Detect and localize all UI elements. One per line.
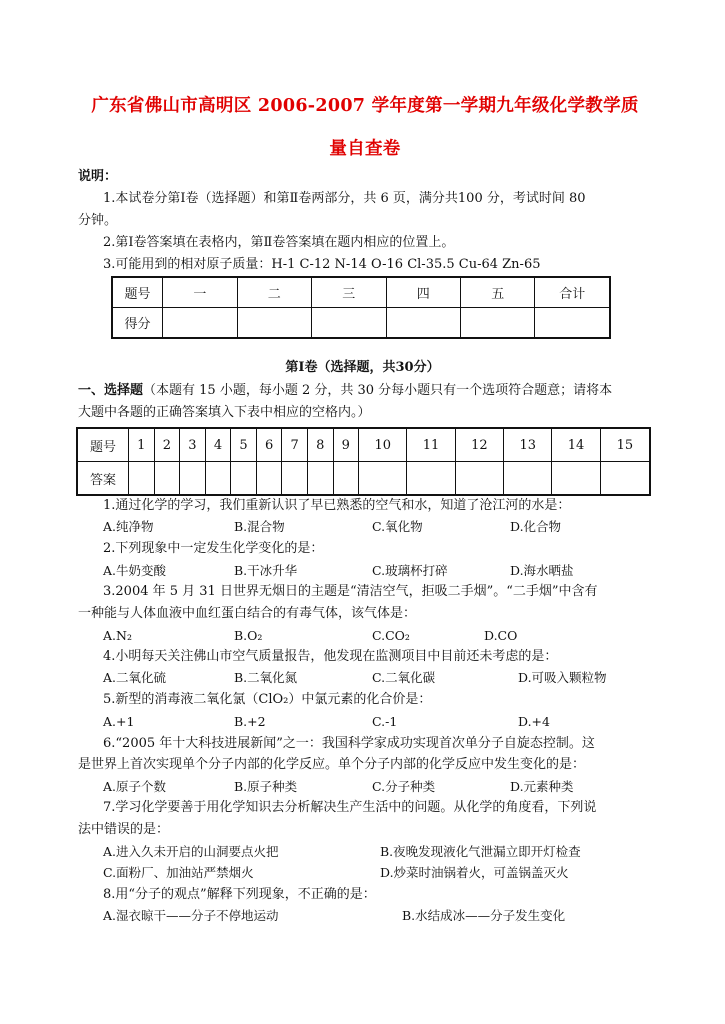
question-8: 8.用“分子的观点”解释下列现象，不正确的是： xyxy=(103,887,376,902)
answer-cell[interactable] xyxy=(455,462,503,496)
answer-cell[interactable] xyxy=(407,462,455,496)
answer-cell[interactable] xyxy=(256,462,282,496)
score-header-cell: 题号 xyxy=(112,277,163,308)
answer-cell[interactable] xyxy=(504,462,552,496)
option-a: A.N₂ xyxy=(103,628,132,643)
score-header-cell: 五 xyxy=(460,277,534,308)
answer-cell[interactable] xyxy=(333,462,359,496)
question-number-cell: 1 xyxy=(129,428,155,462)
question-number-cell: 12 xyxy=(455,428,503,462)
question-number-cell: 8 xyxy=(307,428,333,462)
score-cell[interactable] xyxy=(386,308,460,339)
option-b: B.+2 xyxy=(234,714,266,729)
option-d: D.化合物 xyxy=(510,519,562,534)
score-header-cell: 三 xyxy=(312,277,386,308)
option-b: B.夜晚发现液化气泄漏立即开灯检查 xyxy=(380,844,581,859)
score-header-cell: 合计 xyxy=(535,277,610,308)
option-b: B.二氧化氮 xyxy=(234,670,298,685)
exam-title-line-2: 量自查卷 xyxy=(329,139,401,159)
question-number-cell: 4 xyxy=(205,428,231,462)
option-c: C.-1 xyxy=(372,714,398,729)
question-number-cell: 9 xyxy=(333,428,359,462)
score-header-cell: 一 xyxy=(163,277,237,308)
option-d: D.可吸入颗粒物 xyxy=(518,670,607,685)
question-3-line-1: 3.2004 年 5 月 31 日世界无烟日的主题是“清洁空气，拒吸二手烟”。“二手烟”中含有 xyxy=(103,584,598,599)
notes-heading: 说明： xyxy=(78,169,118,184)
question-number-cell: 14 xyxy=(552,428,600,462)
answer-cell[interactable] xyxy=(205,462,231,496)
note-1: 1.本试卷分第Ⅰ卷（选择题）和第Ⅱ卷两部分，共 6 页，满分共100 分，考试时间 80 xyxy=(103,191,586,206)
option-c: C.二氧化碳 xyxy=(372,670,436,685)
option-a: A.+1 xyxy=(103,714,135,729)
option-a: A.牛奶变酸 xyxy=(103,563,167,578)
answer-cell[interactable] xyxy=(359,462,407,496)
score-cell[interactable] xyxy=(237,308,311,339)
answer-table-number-row xyxy=(77,428,650,462)
option-c: C.玻璃杯打碎 xyxy=(372,563,448,578)
score-table-score-row xyxy=(112,308,610,339)
option-a: A.纯净物 xyxy=(103,519,154,534)
question-number-cell: 2 xyxy=(154,428,180,462)
question-5: 5.新型的消毒液二氧化氯（ClO₂）中氯元素的化合价是： xyxy=(103,692,432,707)
option-c: C.分子种类 xyxy=(372,779,436,794)
question-number-cell: 11 xyxy=(407,428,455,462)
question-6-line-2: 是世界上首次实现单个分子内部的化学反应。单个分子内部的化学反应中发生变化的是： xyxy=(78,757,586,772)
option-b: B.原子种类 xyxy=(234,779,298,794)
note-3: 3.可能用到的相对原子质量：H-1 C-12 N-14 O-16 Cl-35.5 Cu-64 Zn-65 xyxy=(103,257,541,272)
question-6-line-1: 6.“2005 年十大科技进展新闻”之一：我国科学家成功实现首次单分子自旋态控制。这 xyxy=(103,736,595,751)
question-number-cell: 13 xyxy=(504,428,552,462)
score-table-header-row xyxy=(112,277,610,308)
question-number-cell: 10 xyxy=(359,428,407,462)
question-2: 2.下列现象中一定发生化学变化的是： xyxy=(103,541,324,556)
option-b: B.水结成冰——分子发生变化 xyxy=(402,908,566,923)
question-4: 4.小明每天关注佛山市空气质量报告，他发现在监测项目中目前还未考虑的是： xyxy=(103,649,558,664)
option-c: C.氧化物 xyxy=(372,519,423,534)
answer-table xyxy=(76,427,651,496)
question-1: 1.通过化学的学习，我们重新认识了早已熟悉的空气和水，知道了沧江河的水是： xyxy=(103,498,571,513)
section-intro-text: （本题有 15 小题，每小题 2 分，共 30 分每小题只有一个选项符合题意；请将本 xyxy=(143,383,613,398)
option-c: C.CO₂ xyxy=(372,628,410,643)
option-a: A.湿衣晾干——分子不停地运动 xyxy=(103,908,279,923)
question-number-cell: 5 xyxy=(231,428,257,462)
question-number-cell: 3 xyxy=(180,428,206,462)
score-cell[interactable] xyxy=(460,308,534,339)
answer-header-label: 题号 xyxy=(77,428,129,462)
option-d: D.元素种类 xyxy=(510,779,574,794)
answer-row-label: 答案 xyxy=(77,462,129,496)
question-number-cell: 6 xyxy=(256,428,282,462)
answer-cell[interactable] xyxy=(154,462,180,496)
note-1-cont: 分钟。 xyxy=(78,213,118,228)
score-header-cell: 四 xyxy=(386,277,460,308)
option-d: D.炒菜时油锅着火，可盖锅盖灭火 xyxy=(380,865,569,880)
score-cell[interactable] xyxy=(535,308,610,339)
option-a: A.二氧化硫 xyxy=(103,670,167,685)
score-header-cell: 二 xyxy=(237,277,311,308)
section-title: 第Ⅰ卷（选择题，共30分） xyxy=(285,360,440,375)
option-d: D.CO xyxy=(484,628,518,643)
score-table xyxy=(111,276,611,339)
option-a: A.原子个数 xyxy=(103,779,167,794)
question-3-line-2: 一种能与人体血液中血红蛋白结合的有毒气体，该气体是： xyxy=(78,606,417,621)
section-intro-label: 一、选择题 xyxy=(78,383,144,398)
question-7-line-1: 7.学习化学要善于用化学知识去分析解决生产生活中的问题。从化学的角度看，下列说 xyxy=(103,800,597,815)
section-intro-line-1 xyxy=(78,382,612,400)
note-2: 2.第Ⅰ卷答案填在表格内，第Ⅱ卷答案填在题内相应的位置上。 xyxy=(103,235,455,250)
question-number-cell: 15 xyxy=(600,428,650,462)
option-b: B.干冰升华 xyxy=(234,563,298,578)
answer-table-answer-row xyxy=(77,462,650,496)
exam-title-line-1: 广东省佛山市高明区 2006-2007 学年度第一学期九年级化学教学质 xyxy=(91,96,639,116)
question-7-line-2: 法中错误的是： xyxy=(78,822,170,837)
answer-cell[interactable] xyxy=(231,462,257,496)
question-number-cell: 7 xyxy=(282,428,308,462)
score-cell[interactable] xyxy=(312,308,386,339)
section-intro-line-2: 大题中各题的正确答案填入下表中相应的空格内。） xyxy=(78,405,371,420)
option-b: B.O₂ xyxy=(234,628,263,643)
option-d: D.海水晒盐 xyxy=(510,563,574,578)
answer-cell[interactable] xyxy=(180,462,206,496)
answer-cell[interactable] xyxy=(307,462,333,496)
score-row-label: 得分 xyxy=(112,308,163,339)
answer-cell[interactable] xyxy=(282,462,308,496)
option-a: A.进入久未开启的山洞要点火把 xyxy=(103,844,279,859)
answer-cell[interactable] xyxy=(600,462,650,496)
answer-cell[interactable] xyxy=(552,462,600,496)
option-d: D.+4 xyxy=(518,714,550,729)
score-cell[interactable] xyxy=(163,308,237,339)
option-c: C.面粉厂、加油站严禁烟火 xyxy=(103,865,254,880)
option-b: B.混合物 xyxy=(234,519,285,534)
answer-cell[interactable] xyxy=(129,462,155,496)
